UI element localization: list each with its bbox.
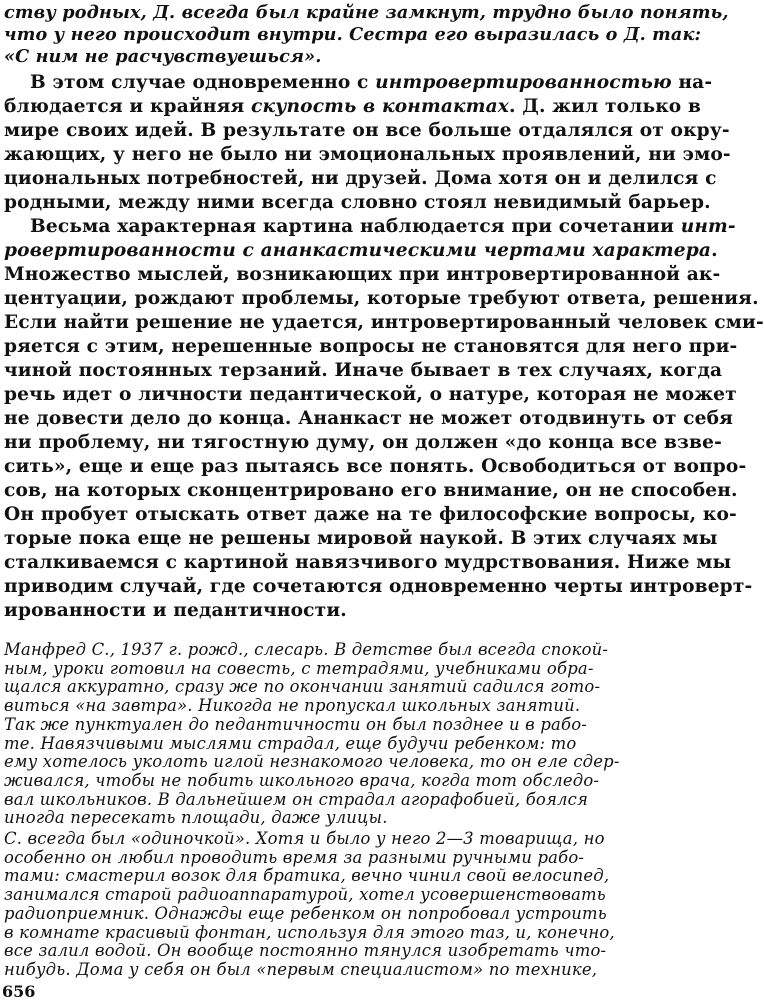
paragraph-line: чиной постоянных терзаний. Иначе бывает в тех случаях, когда <box>4 360 723 381</box>
quote-line: «С ним не расчувствуешься». <box>4 46 322 67</box>
case-line: все залил водой. Он вообще постоянно тянулся изобретать что- <box>4 941 607 961</box>
paragraph-line: сов, на которых сконцентрировано его внимание, он не способен. <box>4 480 738 501</box>
paragraph-line: речь идет о личности педантической, о натуре, которая не может <box>4 384 737 405</box>
case-line: Манфред С., 1937 г. рожд., слесарь. В детстве был всегда спокой- <box>4 640 609 659</box>
paragraph-line: Он пробует отыскать ответ даже на те философские вопросы, ко- <box>4 504 737 525</box>
paragraph-line: ровертированности с ананкастическими чертами характера. <box>4 240 718 261</box>
paragraph-line: приводим случай, где сочетаются одновременно черты интроверт- <box>4 576 753 597</box>
paragraph-line: сить», еще и еще раз пытаясь все понять. Освободиться от вопро- <box>4 456 747 477</box>
case-line: иногда пересекать площади, даже улицы. <box>4 808 388 828</box>
case-line: виться «на завтра». Никогда не пропускал школьных занятий. <box>4 696 581 716</box>
paragraph-line: циональных потребностей, ни друзей. Дома хотя он и делился с <box>4 168 717 189</box>
quote-line: что у него происходит внутри. Сестра его выразилась о Д. так: <box>4 24 702 45</box>
paragraph-line: ированности и педантичности. <box>4 600 347 621</box>
case-line: радиоприемник. Однажды еще ребенком он попробовал устроить <box>4 903 607 923</box>
case-line: ему хотелось уколоть иглой незнакомого человека, то он еле сдер- <box>4 752 620 772</box>
quote-line: ству родных, Д. всегда был крайне замкнут, трудно было понять, <box>4 2 729 23</box>
paragraph-line: жающих, у него не было ни эмоциональных проявлений, ни эмо- <box>4 144 731 165</box>
case-line: живался, чтобы не побить школьного врача, когда тот обследо- <box>4 770 600 790</box>
case-line: Так же пунктуален до педантичности он был позднее и в рабо- <box>4 714 588 734</box>
paragraph-line: ни проблему, ни тягостную думу, он должен «до конца все взве- <box>4 432 722 453</box>
page-number: 656 <box>2 982 36 1001</box>
case-line: ным, уроки готовил на совесть, с тетрадями, учебниками обра- <box>4 658 594 678</box>
paragraph-line: Множество мыслей, возникающих при интровертированной ак- <box>4 264 721 285</box>
case-line: занимался старой радиоаппаратурой, хотел усовершенствовать <box>4 885 606 905</box>
paragraph-line: торые пока еще не решены мировой наукой. В этих случаях мы <box>4 528 718 549</box>
case-line: щался аккуратно, сразу же по окончании занятий садился гото- <box>4 677 601 697</box>
paragraph-line: В этом случае одновременно с интровертированностью на- <box>30 72 713 93</box>
paragraph-line: Если найти решение не удается, интровертированный человек сми- <box>4 312 764 333</box>
paragraph-line: ряется с этим, нерешенные вопросы не становятся для него при- <box>4 336 738 357</box>
case-line: С. всегда был «одиночкой». Хотя и было у него 2—3 товарища, но <box>4 829 605 849</box>
paragraph-line: блюдается и крайняя скупость в контактах. Д. жил только в <box>4 96 702 117</box>
paragraph-line: Весьма характерная картина наблюдается при сочетании инт- <box>30 216 736 237</box>
case-line: те. Навязчивыми мыслями страдал, еще будучи ребенком: то <box>4 733 577 753</box>
case-line: особенно он любил проводить время за разными ручными рабо- <box>4 847 585 867</box>
case-line: нибудь. Дома у себя он был «первым специалистом» по технике, <box>4 960 598 979</box>
case-line: тами: смастерил возок для братика, вечно чинил свой велосипед, <box>4 866 610 886</box>
paragraph-line: не довести дело до конца. Ананкаст не может отодвинуть от себя <box>4 408 734 429</box>
paragraph-line: центуации, рождают проблемы, которые требуют ответа, решения. <box>4 288 759 309</box>
case-line: в комнате красивый фонтан, используя для этого таз, и, конечно, <box>4 922 615 942</box>
paragraph-line: родными, между ними всегда словно стоял невидимый барьер. <box>4 192 711 213</box>
case-line: вал школьников. В дальнейшем он страдал агорафобией, боялся <box>4 789 589 809</box>
paragraph-line: сталкиваемся с картиной навязчивого мудрствования. Ниже мы <box>4 552 732 573</box>
paragraph-line: мире своих идей. В результате он все больше отдалялся от окру- <box>4 120 730 141</box>
